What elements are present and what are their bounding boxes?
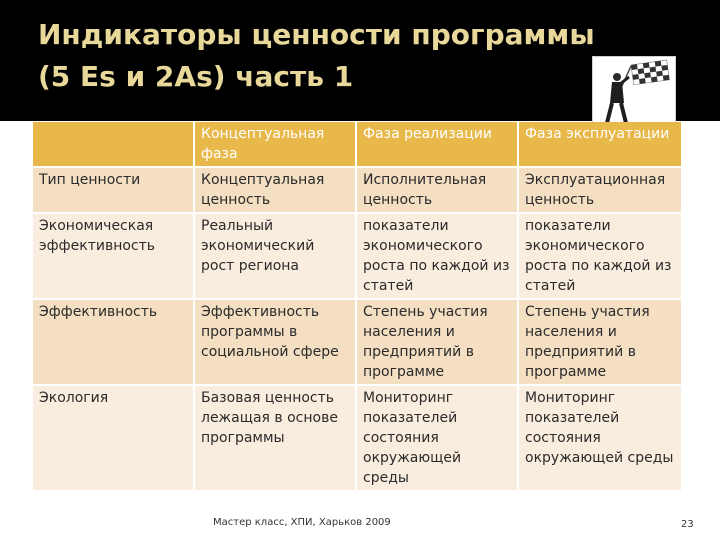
table-row [33, 168, 683, 214]
table-cell: Реальный экономический рост региона [195, 214, 357, 300]
slide-title [38, 14, 638, 98]
table-row [33, 300, 683, 386]
row-label: Тип ценности [33, 168, 195, 214]
table-cell: Базовая ценность лежащая в основе программы [195, 386, 357, 492]
table-cell: Степень участия населения и предприятий в программе [519, 300, 683, 386]
slide-title-line-2: (5 Es и 2As) часть 1 [38, 60, 354, 93]
table-cell: Исполнительная ценность [357, 168, 519, 214]
table-cell: показатели экономического роста по каждой из статей [519, 214, 683, 300]
table-cell: Степень участия населения и предприятий в программе [357, 300, 519, 386]
table-cell: показатели экономического роста по каждой из статей [357, 214, 519, 300]
table-cell: Мониторинг показателей состояния окружающей среды [357, 386, 519, 492]
table-row [33, 386, 683, 492]
man-with-checkered-flag-icon [593, 57, 675, 127]
table-header-row [33, 122, 683, 168]
table-cell: Мониторинг показателей состояния окружающей среды [519, 386, 683, 492]
header-cell-operation-phase: Фаза эксплуатации [519, 122, 683, 168]
header-cell-conceptual-phase: Концептуальная фаза [195, 122, 357, 168]
slide-title-line-1: Индикаторы ценности программы [38, 18, 595, 51]
table-cell: Концептуальная ценность [195, 168, 357, 214]
header-cell-empty [33, 122, 195, 168]
table-cell: Эффективность программы в социальной сфере [195, 300, 357, 386]
man-with-checkered-flag-image [592, 56, 676, 128]
header-cell-implementation-phase: Фаза реализации [357, 122, 519, 168]
page-number: 23 [681, 519, 694, 530]
row-label: Экономическая эффективность [33, 214, 195, 300]
row-label: Эффективность [33, 300, 195, 386]
slide-footer: Мастер класс, ХПИ, Харьков 2009 [213, 517, 391, 528]
table-row [33, 214, 683, 300]
table-cell: Эксплуатационная ценность [519, 168, 683, 214]
value-indicators-table [33, 122, 683, 492]
row-label: Экология [33, 386, 195, 492]
